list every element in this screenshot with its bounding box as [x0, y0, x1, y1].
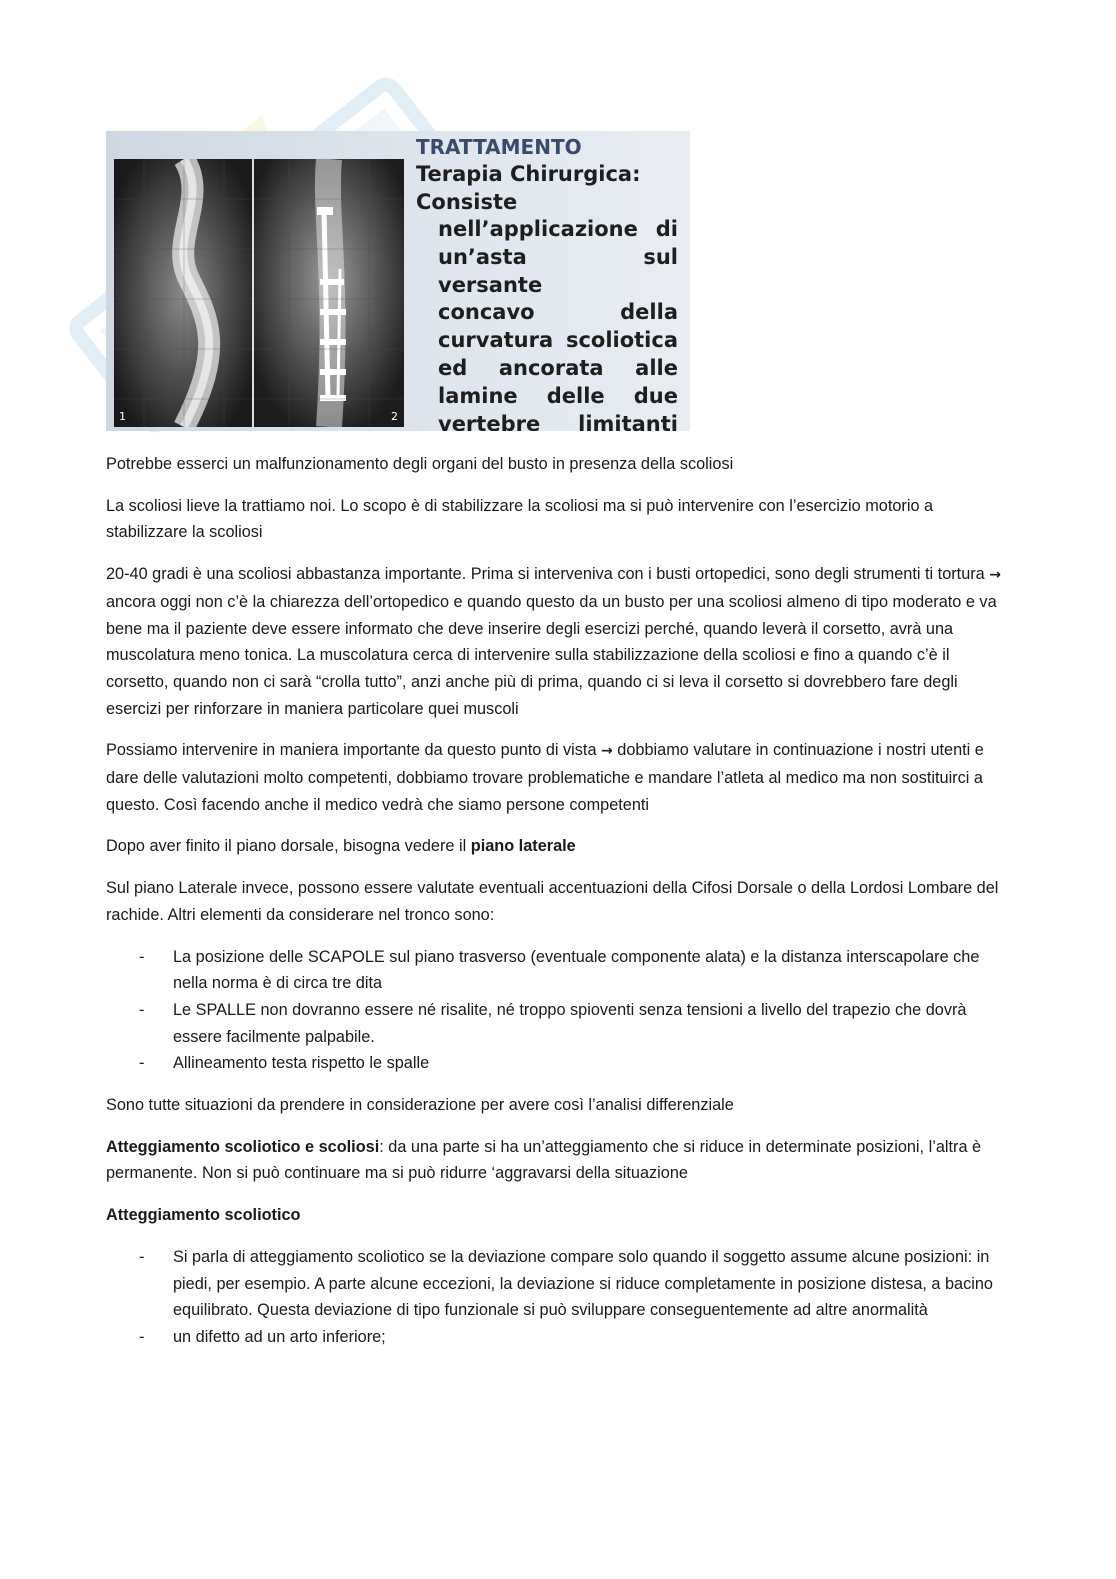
text: Dopo aver finito il piano dorsale, bisogna vedere il: [106, 837, 471, 856]
xray-image-after: [252, 159, 404, 427]
paragraph: La scoliosi lieve la trattiamo noi. Lo scopo è di stabilizzare la scoliosi ma si può intervenire con l’esercizio motorio a stabilizzare la scoliosi: [106, 496, 934, 542]
slide-body-line: lamine delle due: [438, 383, 678, 408]
slide-title: TRATTAMENTO: [416, 135, 582, 159]
slide-body-line: nell’applicazione di: [438, 217, 678, 241]
slide-text: [416, 134, 678, 431]
list-item: - Le SPALLE non dovranno essere né risalite, né troppo spioventi senza tensioni a livello del trapezio che dovrà essere facilmente palpabile.: [106, 997, 1006, 1050]
bold-term: piano laterale: [470, 837, 576, 856]
paragraph: Sono tutte situazioni da prendere in considerazione per avere così l’analisi differenziale: [106, 1096, 734, 1115]
xray-label-1: 1: [119, 410, 126, 423]
list-item: - Allineamento testa rispetto le spalle: [106, 1050, 1006, 1077]
section-heading: [106, 1202, 1006, 1229]
slide-body-line: vertebre limitanti: [438, 411, 678, 431]
slide-body-line: concavo della: [438, 300, 678, 325]
slide-body-line: curvatura scoliotica: [438, 328, 678, 353]
paragraph: [106, 1134, 1006, 1187]
text: Possiamo intervenire in maniera importante da questo punto di vista: [106, 741, 602, 760]
xray-spine-curved: [114, 159, 252, 427]
bold-term: Atteggiamento scoliotico e scoliosi: [106, 1137, 380, 1156]
slide-body-line: un’asta sul versante: [438, 244, 678, 297]
slide-image: [106, 131, 690, 431]
slide-consiste: Consiste: [416, 190, 518, 214]
paragraph: [106, 561, 1006, 722]
text: 20-40 gradi è una scoliosi abbastanza importante. Prima si interveniva con i busti ortopedici, sono degli strumenti ti tortura: [106, 565, 990, 584]
list-item: - Si parla di atteggiamento scoliotico se la deviazione compare solo quando il soggetto assume alcune posizioni: in piedi, per esempio. A parte alcune eccezioni, la deviazione si riduce completamente in posizione distesa, a bacino equilibrato. Questa deviazione di tipo funzionale si può sviluppare conseguentemente ad altre anormalità: [106, 1244, 1006, 1324]
xray-spine-rod: [254, 159, 404, 427]
document-body: [106, 451, 1006, 1366]
paragraph: [106, 737, 1006, 818]
text: dobbiamo valutare in continuazione i nostri utenti e dare delle valutazioni molto competenti, dobbiamo trovare problematiche e mandare l’atleta al medico ma non sostituirci a questo. Così facendo anche il medico vedrà che siamo persone competenti: [106, 741, 984, 814]
arrow-right-icon: →: [601, 743, 613, 760]
list-item: - La posizione delle SCAPOLE sul piano trasverso (eventuale componente alata) e la distanza interscapolare che nella norma è di circa tre dita: [106, 944, 1006, 997]
slide-body-line: ed ancorata alle: [438, 355, 678, 380]
text: ancora oggi non c’è la chiarezza dell’ortopedico e quando questo da un busto per una scoliosi almeno di tipo moderato e va bene ma il paziente deve essere informato che deve inserire degli esercizi perché, quando leverà il corsetto, avrà una muscolatura meno tonica. La muscolatura cerca di intervenire sulla stabilizzazione della scoliosi e fino a quando c’è il corsetto, quando non ci sarà “crolla tutto”, anzi anche più di prima, quando ci si leva il corsetto si dovrebbero fare degli esercizi per rinforzare in maniera particolare quei muscoli: [106, 592, 997, 718]
list: [106, 944, 1006, 1078]
paragraph: Sul piano Laterale invece, possono essere valutate eventuali accentuazioni della Cifosi Dorsale o della Lordosi Lombare del rachide. Altri elementi da considerare nel tronco sono:: [106, 879, 999, 924]
heading-text: Atteggiamento scoliotico: [106, 1206, 301, 1225]
paragraph: Potrebbe esserci un malfunzionamento degli organi del busto in presenza della scoliosi: [106, 455, 734, 473]
slide-body: [438, 216, 678, 431]
xray-label-2: 2: [391, 410, 398, 423]
xray-image-before: [114, 159, 252, 427]
paragraph: [106, 833, 1006, 860]
list: [106, 1244, 1006, 1351]
text: : da una parte si ha un’atteggiamento che si riduce in determinate posizioni, l’altra è permanente. Non si può continuare ma si può ridurre ‘aggravarsi della situazione: [106, 1137, 982, 1183]
slide-subtitle: Terapia Chirurgica:: [416, 162, 641, 186]
arrow-right-icon: →: [989, 567, 1002, 584]
list-item: - un difetto ad un arto inferiore;: [106, 1324, 1006, 1351]
